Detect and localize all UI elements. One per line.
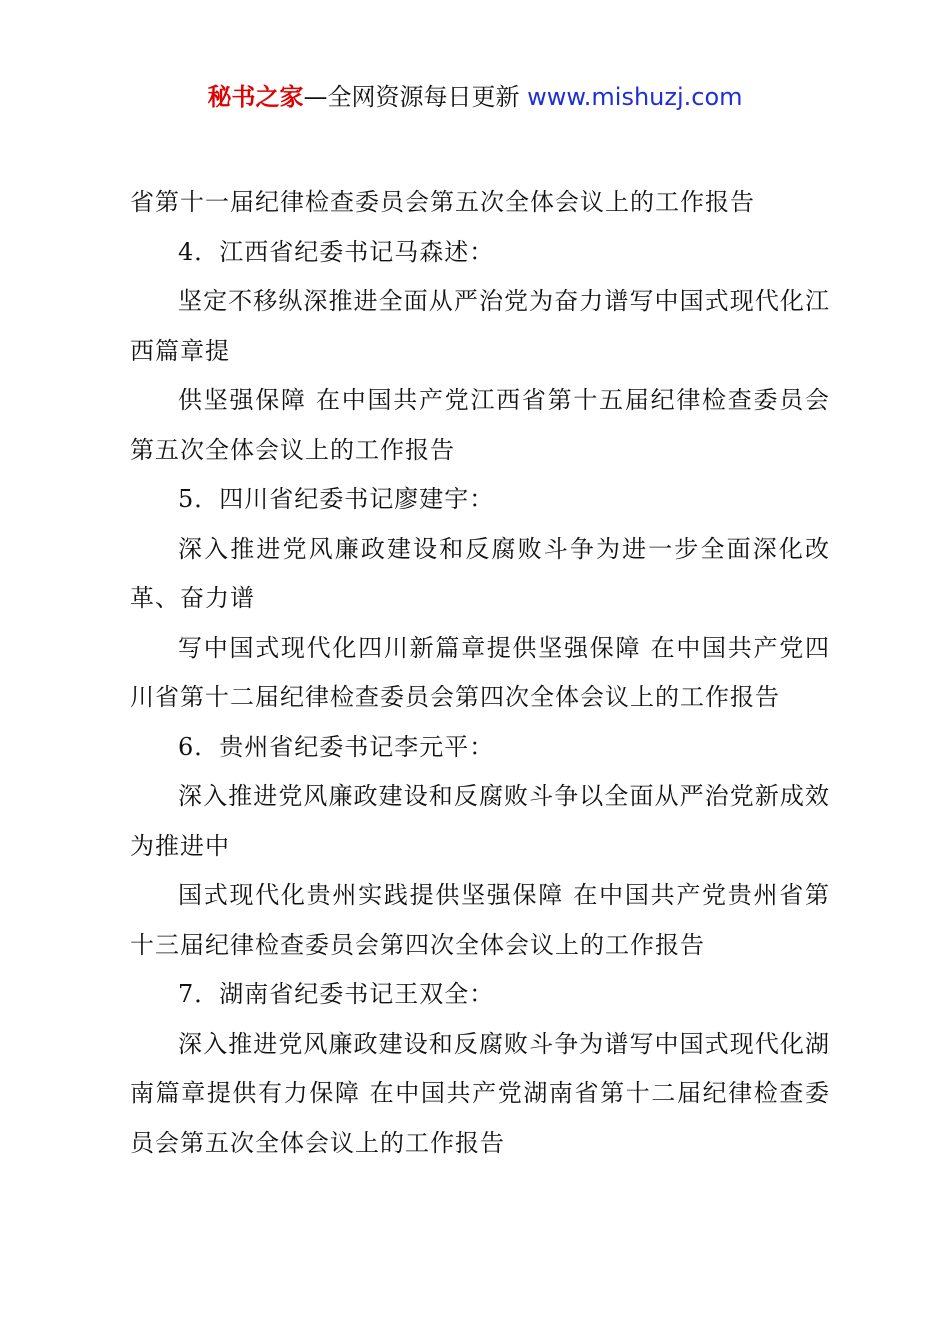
item-heading-7: 7．湖南省纪委书记王双全： [178,980,495,1008]
brand-name: 秘书之家 [207,83,304,111]
report-title-4-part-2: 供坚强保障 在中国共产党江西省第十五届纪律检查委员会第五次全体会议上的工作报告 [130,386,830,464]
report-title-5-part-1: 深入推进党风廉政建设和反腐败斗争为进一步全面深化改革、奋力谱 [130,534,830,612]
report-title-5-part-2: 写中国式现代化四川新篇章提供坚强保障 在中国共产党四川省第十二届纪律检查委员会第四次全体会议上的工作报告 [130,633,830,711]
report-title-6-part-1: 深入推进党风廉政建设和反腐败斗争以全面从严治党新成效为推进中 [130,782,830,860]
item-heading-4: 4．江西省纪委书记马森述： [178,237,495,266]
site-url-link[interactable]: www.mishuzj.com [527,83,743,111]
item-heading-5: 5．四川省纪委书记廖建宇： [178,485,495,513]
report-title-6-part-2: 国式现代化贵州实践提供坚强保障 在中国共产党贵州省第十三届纪律检查委员会第四次全体会议上的工作报告 [130,881,830,959]
item-heading-6: 6．贵州省纪委书记李元平： [178,732,495,761]
paragraph-continuation: 省第十一届纪律检查委员会第五次全体会议上的工作报告 [130,188,755,216]
header-tagline: 全网资源每日更新 [327,83,520,111]
report-title-7: 深入推进党风廉政建设和反腐败斗争为谱写中国式现代化湖南篇章提供有力保障 在中国共产党湖南省第十二届纪律检查委员会第五次全体会议上的工作报告 [130,1029,830,1157]
document-body [130,178,830,1168]
report-title-4-part-1: 坚定不移纵深推进全面从严治党为奋力谱写中国式现代化江西篇章提 [130,287,830,365]
site-header [0,80,950,114]
header-dash: — [303,83,328,111]
